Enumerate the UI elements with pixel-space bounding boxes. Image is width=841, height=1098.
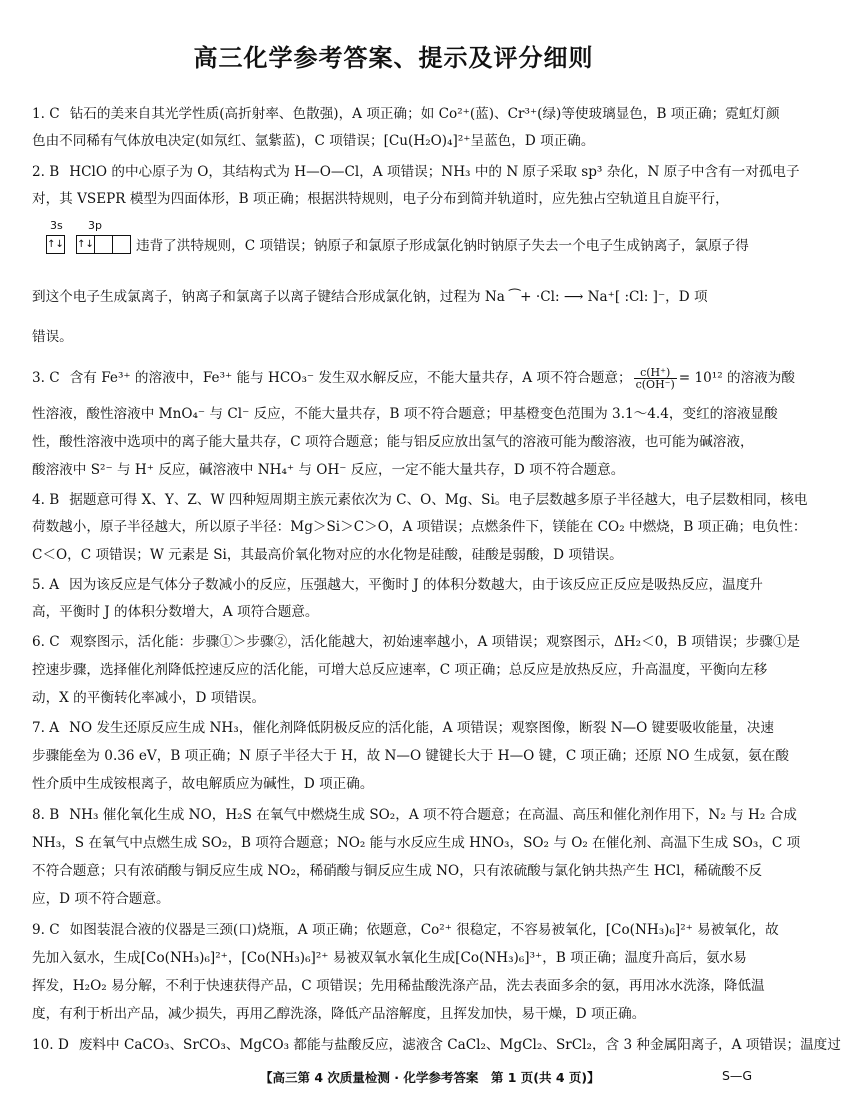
q7-line-1: 7. A NO 发生还原反应生成 NH₃，催化剂降低阴极反应的活化能，A 项错误；观察图像，断裂 N—O 键要吸收能量，决速 xyxy=(32,720,774,736)
q2-line-3: 违背了洪特规则，C 项错误；钠原子和氯原子形成氯化钠时钠原子失去一个电子生成钠离子，氯原子得 xyxy=(136,238,749,254)
footer-code: S—G xyxy=(722,1068,753,1083)
q3-line-4: 酸溶液中 S²⁻ 与 H⁺ 反应，碱溶液中 NH₄⁺ 与 OH⁻ 反应，一定不能大量共存，D 项不符合题意。 xyxy=(32,462,625,478)
q1-number: 1. C xyxy=(32,106,60,122)
q2-number: 2. B xyxy=(32,164,60,180)
orbital-3s-box: ↑↓ xyxy=(46,235,65,254)
q5-line-1: 5. A 因为该反应是气体分子数减小的反应，压强越大，平衡时 J 的体积分数越大，由于该反应正反应是吸热反应，温度升 xyxy=(32,577,763,593)
q4-line-3: C＜O，C 项错误；W 元素是 Si，其最高价氧化物对应的水化物是硅酸，硅酸是弱酸，D 项错误。 xyxy=(32,547,623,563)
orbital-3p-label: 3p xyxy=(88,219,102,232)
q6-number: 6. C xyxy=(32,634,60,650)
page-title: 高三化学参考答案、提示及评分细则 xyxy=(193,44,594,72)
q5-line-2: 高，平衡时 J 的体积分数增大，A 项符合题意。 xyxy=(32,604,319,620)
q6-line-2: 控速步骤，选择催化剂降低控速反应的活化能，可增大总反应速率，C 项正确；总反应是放热反应，升高温度，平衡向左移 xyxy=(32,662,768,678)
q8-line-3: 不符合题意；只有浓硝酸与铜反应生成 NO₂，稀硝酸与铜反应生成 NO，只有浓硫酸与氯化钠共热产生 HCl，稀硫酸不反 xyxy=(32,863,762,879)
q2-line-4: 到这个电子生成氯离子，钠离子和氯离子以离子键结合形成氯化钠，过程为 Na ⁀+ ·Cl: ⟶ Na⁺[ :Cl: ]⁻，D 项 xyxy=(32,289,708,305)
footer-page-info: 【高三第 4 次质量检测 · 化学参考答案 第 1 页(共 4 页)】 xyxy=(260,1070,600,1085)
q3-line-3: 性，酸性溶液中选项中的离子能大量共存，C 项符合题意；能与铝反应放出氢气的溶液可能为酸溶液，也可能为碱溶液， xyxy=(32,434,754,450)
q3-line-2: 性溶液，酸性溶液中 MnO₄⁻ 与 Cl⁻ 反应，不能大量共存，B 项不符合题意；甲基橙变色范围为 3.1～4.4，变红的溶液显酸 xyxy=(32,406,778,422)
orbital-diagram xyxy=(46,219,136,259)
q4-number: 4. B xyxy=(32,492,60,508)
q3-number: 3. C xyxy=(32,370,60,386)
q2-line-2: 对，其 VSEPR 模型为四面体形，B 项正确；根据洪特规则，电子分布到简并轨道时，应先独占空轨道且自旋平行， xyxy=(32,191,729,207)
q9-number: 9. C xyxy=(32,922,60,938)
q3-fraction: $\frac{c(H^+)}{c(OH^-)}$ xyxy=(635,366,675,391)
q8-number: 8. B xyxy=(32,807,60,823)
q9-line-4: 度，有利于析出产品，减少损失，再用乙醇洗涤，降低产品溶解度，且挥发加快，易干燥，D 项正确。 xyxy=(32,1006,646,1022)
q2-line-1: 2. B HClO 的中心原子为 O，其结构式为 H—O—Cl，A 项错误；NH₃ 中的 N 原子采取 sp³ 杂化，N 原子中含有一对孤电子 xyxy=(32,164,800,180)
q1-line-1: 1. C 钻石的美来自其光学性质(高折射率、色散强)，A 项正确；如 Co²⁺(蓝)、Cr³⁺(绿)等使玻璃显色，B 项正确；霓虹灯颜 xyxy=(32,106,780,122)
q4-line-1: 4. B 据题意可得 X、Y、Z、W 四种短周期主族元素依次为 C、O、Mg、Si。电子层数越多原子半径越大，电子层数相同，核电 xyxy=(32,492,808,508)
orbital-3p-box-3 xyxy=(112,235,131,254)
q9-line-3: 挥发，H₂O₂ 易分解，不利于快速获得产品，C 项错误；先用稀盐酸洗涤产品，洗去表面多余的氨，再用冰水洗涤，降低温 xyxy=(32,978,765,994)
q8-line-1: 8. B NH₃ 催化氧化生成 NO，H₂S 在氧气中燃烧生成 SO₂，A 项不符合题意；在高温、高压和催化剂作用下，N₂ 与 H₂ 合成 xyxy=(32,807,797,823)
q10-line-1: 10. D 废料中 CaCO₃、SrCO₃、MgCO₃ 都能与盐酸反应，滤液含 CaCl₂、MgCl₂、SrCl₂，含 3 种金属阳离子，A 项错误；温度过 xyxy=(32,1037,841,1053)
q8-line-4: 应，D 项不符合题意。 xyxy=(32,891,170,907)
q1-line-2: 色由不同稀有气体放电决定(如氖红、氩紫蓝)，C 项错误；[Cu(H₂O)₄]²⁺呈蓝色，D 项正确。 xyxy=(32,133,595,149)
orbital-3p-box-1: ↑↓ xyxy=(76,235,95,254)
q7-number: 7. A xyxy=(32,720,60,736)
q9-line-1: 9. C 如图装混合液的仪器是三颈(口)烧瓶，A 项正确；依题意，Co²⁺ 很稳定，不容易被氧化，[Co(NH₃)₆]²⁺ 易被氧化，故 xyxy=(32,922,779,938)
orbital-3p-box-2 xyxy=(94,235,113,254)
q9-line-2: 先加入氨水，生成[Co(NH₃)₆]²⁺，[Co(NH₃)₆]²⁺ 易被双氧水氧化生成[Co(NH₃)₆]³⁺，B 项正确；温度升高后，氨水易 xyxy=(32,950,747,966)
q7-line-2: 步骤能垒为 0.36 eV，B 项正确；N 原子半径大于 H，故 N—O 键键长大于 H—O 键，C 项正确；还原 NO 生成氨，氨在酸 xyxy=(32,748,789,764)
q8-line-2: NH₃，S 在氧气中点燃生成 SO₂，B 项符合题意；NO₂ 能与水反应生成 HNO₃，SO₂ 与 O₂ 在催化剂、高温下生成 SO₃，C 项 xyxy=(32,835,801,851)
q6-line-3: 动，X 的平衡转化率减小，D 项错误。 xyxy=(32,690,266,706)
q10-number: 10. D xyxy=(32,1037,69,1053)
q3-line-1: 3. C 含有 Fe³⁺ 的溶液中，Fe³⁺ 能与 HCO₃⁻ 发生双水解反应，不能大量共存，A 项不符合题意； $\frac{c(H^+)}{c(OH^-)}$ = 10¹² 的溶液为酸 xyxy=(32,366,795,391)
q7-line-3: 性介质中生成铵根离子，故电解质应为碱性，D 项正确。 xyxy=(32,776,374,792)
q6-line-1: 6. C 观察图示，活化能：步骤①＞步骤②，活化能越大，初始速率越小，A 项错误；观察图示，ΔH₂＜0，B 项错误；步骤①是 xyxy=(32,634,801,650)
q5-number: 5. A xyxy=(32,577,60,593)
q4-line-2: 荷数越小，原子半径越大，所以原子半径：Mg＞Si＞C＞O，A 项错误；点燃条件下，镁能在 CO₂ 中燃烧，B 项正确；电负性： xyxy=(32,519,807,535)
orbital-3s-label: 3s xyxy=(50,219,63,232)
q2-line-5: 错误。 xyxy=(32,329,73,345)
